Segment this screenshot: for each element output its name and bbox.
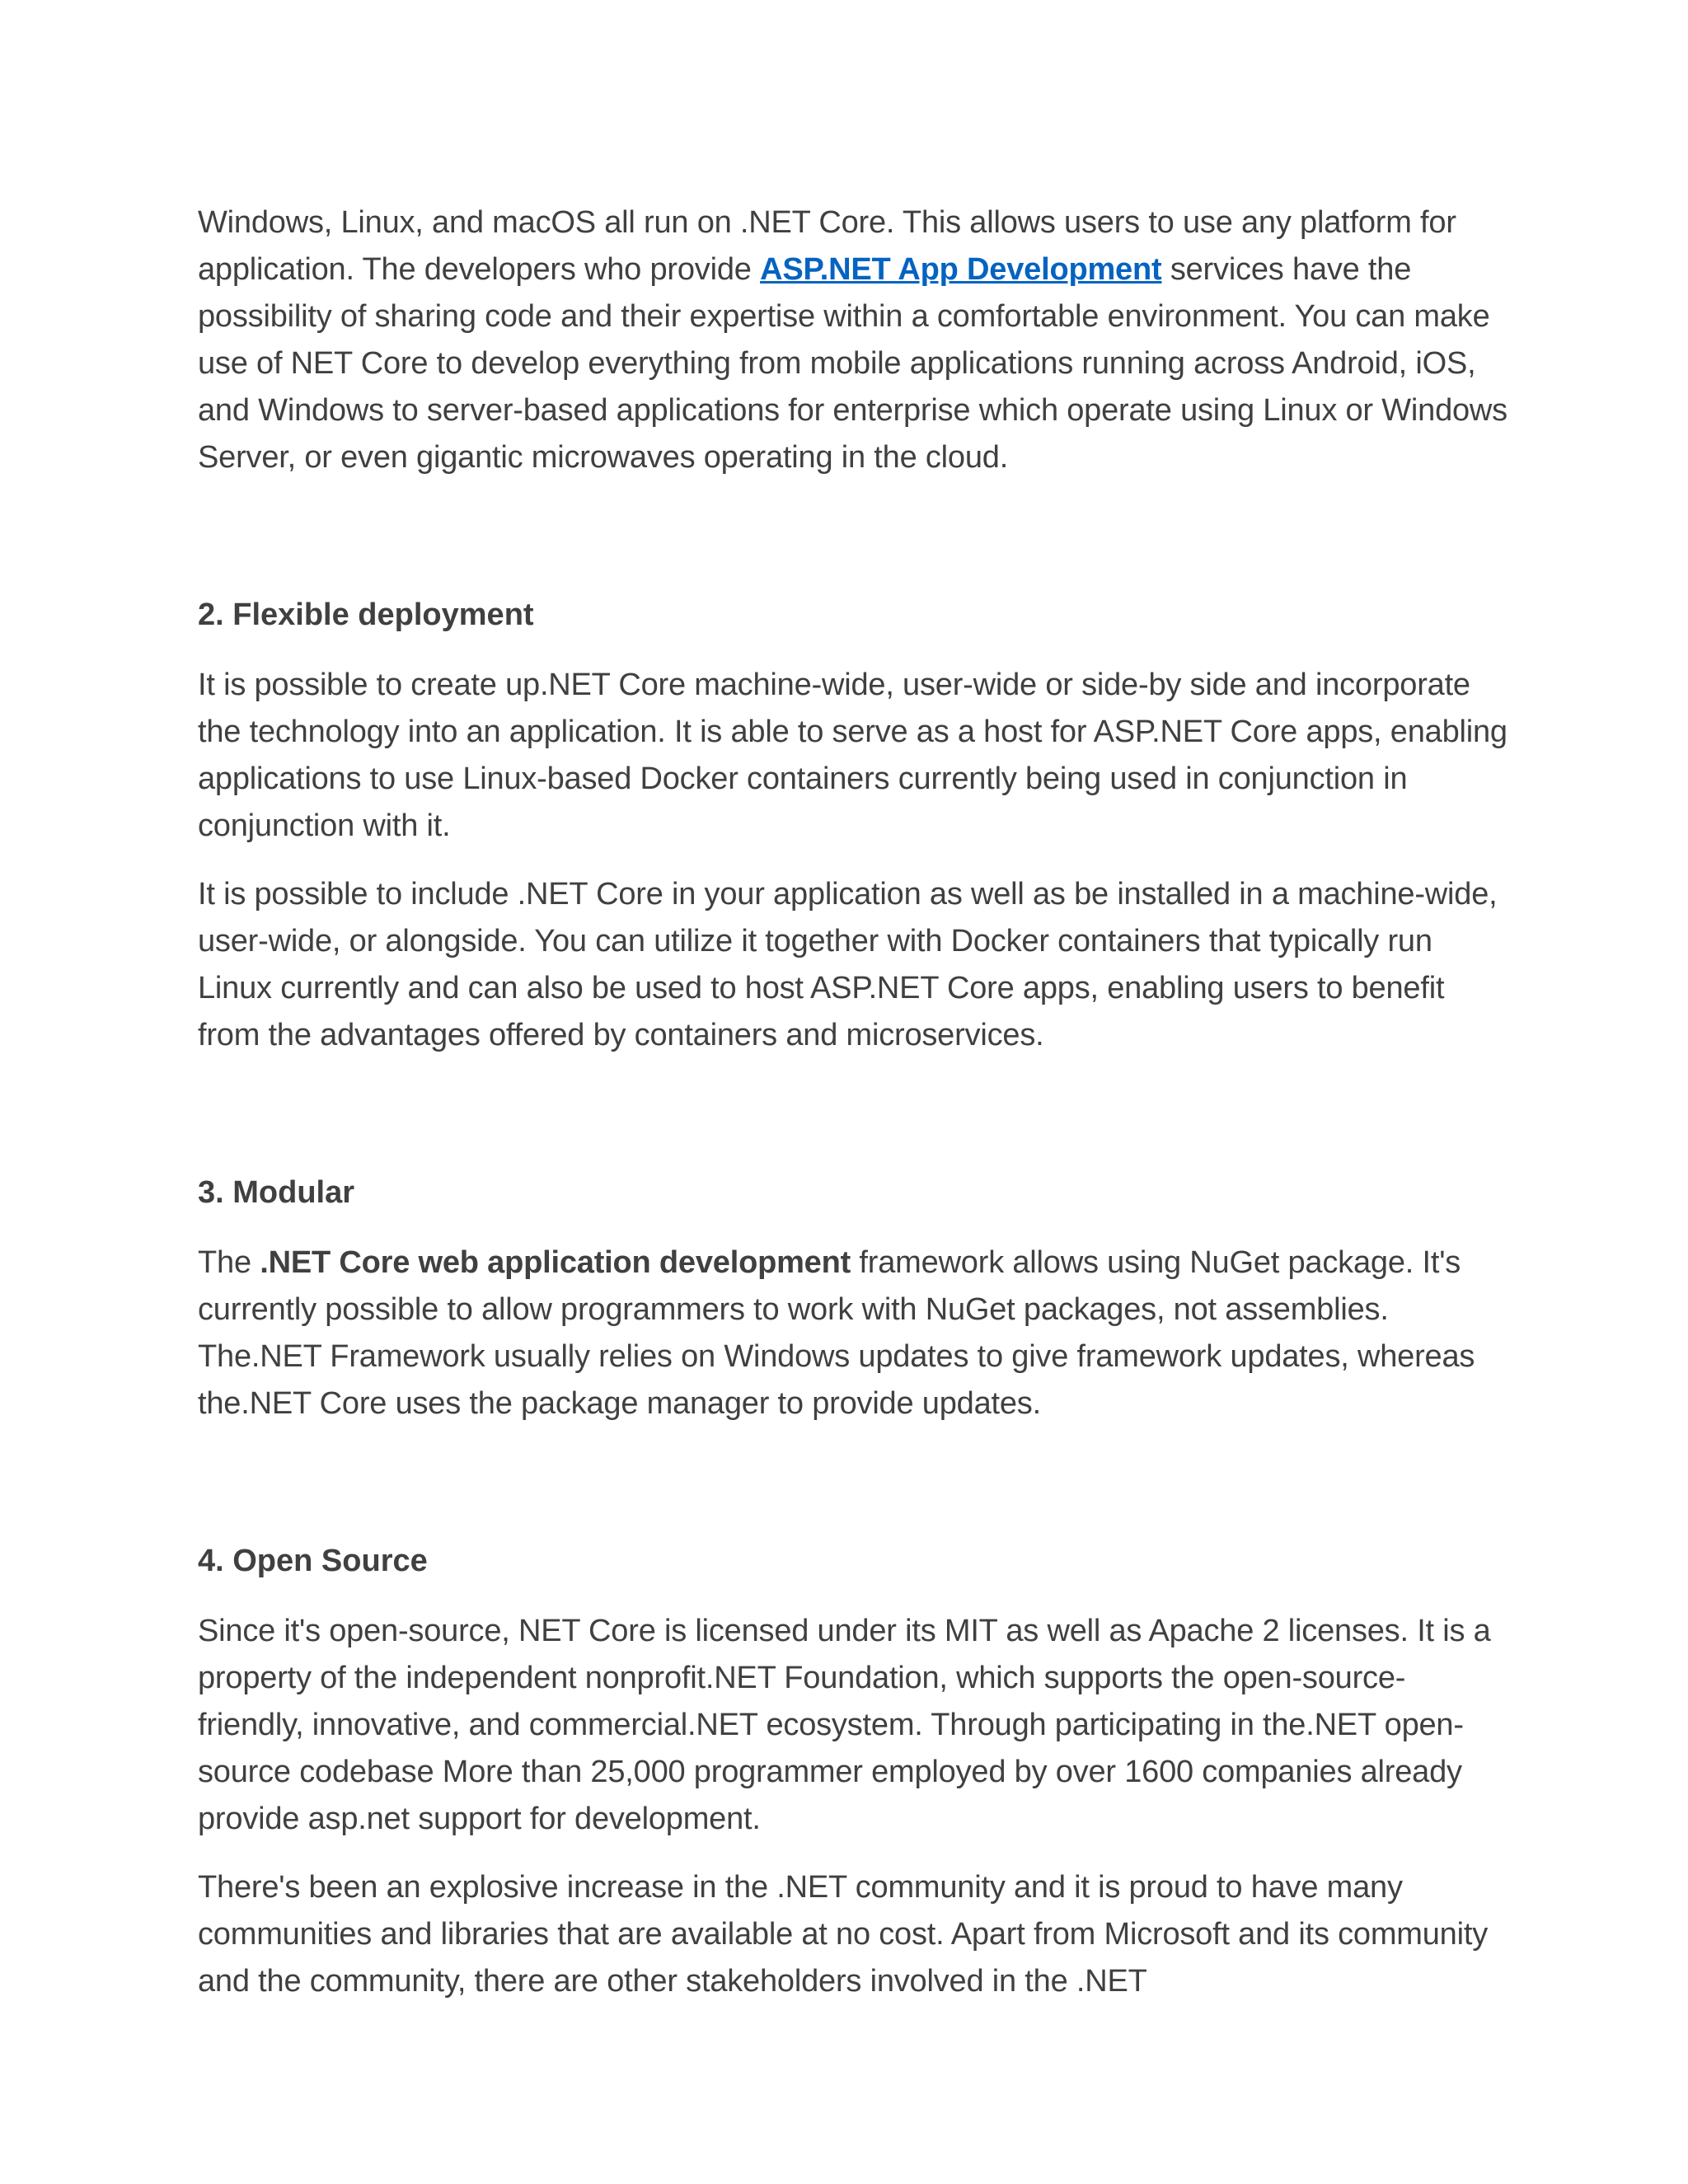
modular-paragraph <box>198 1240 1508 1427</box>
intro-text-start: Windows, Linux, and macOS all run on .NET Core. This allows users to use any platform for application. The developers who provide <box>198 205 1456 287</box>
asp-net-app-development-link[interactable]: ASP.NET App Development <box>760 252 1162 287</box>
section-spacer <box>198 503 1508 592</box>
open-source-paragraph-2: There's been an explosive increase in the .NET community and it is proud to have many communities and libraries that are available at no cost. Apart from Microsoft and its community and the community, there are other stakeholders involved in the .NET <box>198 1870 1489 1999</box>
open-source-paragraph-1: Since it's open-source, NET Core is licensed under its MIT as well as Apache 2 licenses. It is a property of the independent nonprofit.NET Foundation, which supports the open-source-friendly, innovative, and commercial.NET ecosystem. Through participating in the.NET open-source codebase More than 25,000 programmer employed by over 1600 companies already provide asp.net support for development. <box>198 1614 1491 1836</box>
intro-text-end: services have the possibility of sharing code and their expertise within a comfortable environment. You can make use of NET Core to develop everything from mobile applications running across Android, iOS, and Windows to server-based applications for enterprise which operate using Linux or Windows Server, or even gigantic microwaves operating in the cloud. <box>198 252 1507 475</box>
section-spacer <box>198 1449 1508 1538</box>
document-page <box>198 199 1508 2027</box>
section-heading-open-source: 4. Open Source <box>198 1544 428 1578</box>
flexible-deployment-paragraph-1: It is possible to create up.NET Core machine-wide, user-wide or side-by side and incorporate the technology into an application. It is able to serve as a host for ASP.NET Core apps, enabling applications to use Linux-based Docker containers currently being used in conjunction in conjunction with it. <box>198 668 1507 843</box>
modular-text-end: framework allows using NuGet package. It's currently possible to allow programmers to work with NuGet packages, not assemblies. The.NET Framework usually relies on Windows updates to give framework updates, whereas the.NET Core uses the package manager to provide updates. <box>198 1245 1475 1421</box>
intro-paragraph <box>198 199 1508 481</box>
section-heading-modular: 3. Modular <box>198 1175 355 1210</box>
section-spacer <box>198 1080 1508 1169</box>
flexible-deployment-paragraph-2: It is possible to include .NET Core in your application as well as be installed in a machine-wide, user-wide, or alongside. You can utilize it together with Docker containers that typically run Linux currently and can also be used to host ASP.NET Core apps, enabling users to benefit from the advantages offered by containers and microservices. <box>198 877 1498 1052</box>
modular-bold-phrase: .NET Core web application development <box>260 1245 851 1280</box>
section-heading-flexible-deployment: 2. Flexible deployment <box>198 598 534 632</box>
modular-text-start: The <box>198 1245 260 1280</box>
